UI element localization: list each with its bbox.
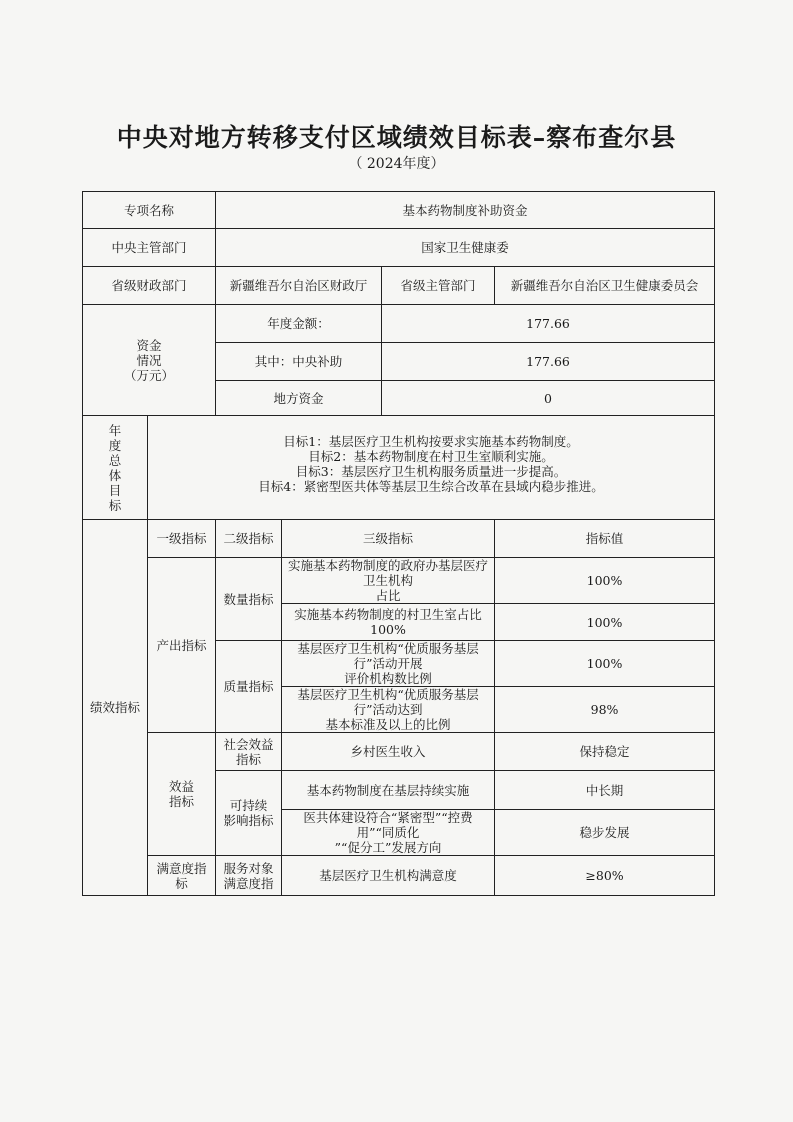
indicators-section-label: 绩效指标 [83,520,148,896]
sustain-label-line: 影响指标 [223,813,274,828]
row-goals [83,416,715,520]
indicator-value: 中长期 [495,771,715,810]
indicator-text [282,687,495,733]
header-level2: 二级指标 [216,520,282,558]
goals-label-char: 体 [108,467,122,483]
sustain-label-line: 可持续 [229,798,268,813]
service-satisfaction-label [216,856,282,896]
row-funds-annual [83,305,715,343]
goals-content [148,416,715,520]
prov-finance-label: 省级财政部门 [83,267,216,305]
indicator-text: 基本药物制度在基层持续实施 [282,771,495,810]
social-benefit-label [216,733,282,771]
indicator-value: 100% [495,604,715,641]
page-title: 中央对地方转移支付区域绩效目标表–察布查尔县 [116,123,677,152]
goals-label-char: 总 [108,452,122,468]
goals-label-char: 年 [108,422,122,438]
indicator-text-line: 实施基本药物制度的政府办基层医疗卫生机构 [288,558,489,588]
goals-label [83,416,148,520]
indicator-value: 100% [495,558,715,604]
indicator-text-line: 基层医疗卫生机构“优质服务基层行”活动达到 [297,687,479,717]
satisfaction-indicator-label [148,856,216,896]
prov-dept-label: 省级主管部门 [382,267,495,305]
goal-item: 目标4：紧密型医共体等基层卫生综合改革在县域内稳步推进。 [258,479,604,494]
indicator-text-line: 评价机构数比例 [344,671,432,686]
header-level3: 三级指标 [282,520,495,558]
funds-annual-label: 年度金额： [216,305,382,343]
funds-central-label: 其中：中央补助 [216,343,382,381]
funds-label-line2: 情况 [136,352,162,368]
funds-label-line3: （万元） [124,367,175,383]
benefit-label-line: 效益 [169,779,195,794]
funds-label-line1: 资金 [136,337,162,353]
indicator-text: 实施基本药物制度的村卫生室占比100% [282,604,495,641]
indicator-text [282,810,495,856]
benefit-indicator-label [148,733,216,856]
funds-central-value: 177.66 [382,343,715,381]
row-central-dept [83,229,715,267]
header-value: 指标值 [495,520,715,558]
goals-label-char: 标 [108,497,122,513]
indicator-text: 乡村医生收入 [282,733,495,771]
goal-item: 目标2：基本药物制度在村卫生室顺利实施。 [308,449,554,464]
social-label-line: 社会效益 [223,736,274,752]
indicator-text-line: 基层医疗卫生机构“优质服务基层行”活动开展 [297,641,479,671]
indicator-text [282,558,495,604]
goal-item: 目标1：基层医疗卫生机构按要求实施基本药物制度。 [283,434,579,449]
goals-label-char: 目 [108,482,122,498]
row-indicator-header [83,520,715,558]
indicator-row [83,733,715,771]
indicator-text-line: 医共体建设符合“紧密型”“控费用”“同质化 [303,810,473,840]
sustainable-impact-label [216,771,282,856]
indicator-row [83,558,715,604]
service-label-line: 服务对象 [223,860,274,876]
header-level1: 一级指标 [148,520,216,558]
indicator-value: 100% [495,641,715,687]
central-dept-value: 国家卫生健康委 [216,229,715,267]
goal-item: 目标3：基层医疗卫生机构服务质量进一步提高。 [295,464,567,479]
indicator-text-line: ”“促分工”发展方向 [334,840,442,855]
satisfaction-label-line: 标 [175,875,188,891]
project-name-value: 基本药物制度补助资金 [216,192,715,229]
funds-label [83,305,216,416]
indicator-value: 稳步发展 [495,810,715,856]
project-name-label: 专项名称 [83,192,216,229]
quantity-indicator-label: 数量指标 [216,558,282,641]
service-label-line: 满意度指 [223,875,274,891]
indicator-value: 保持稳定 [495,733,715,771]
output-indicator-label: 产出指标 [148,558,216,733]
indicator-value: 98% [495,687,715,733]
funds-local-label: 地方资金 [216,381,382,416]
funds-annual-value: 177.66 [382,305,715,343]
indicator-value: ≥80% [495,856,715,896]
satisfaction-label-line: 满意度指 [156,860,207,876]
indicator-text-line: 占比 [375,588,401,603]
central-dept-label: 中央主管部门 [83,229,216,267]
social-label-line: 指标 [236,751,262,767]
row-project-name [83,192,715,229]
goals-label-char: 度 [108,437,122,453]
indicator-text [282,641,495,687]
funds-local-value: 0 [382,381,715,416]
indicator-text-line: 基本标准及以上的比例 [325,717,451,732]
indicator-row [83,856,715,896]
page-subtitle: （ 2024年度） [348,156,445,172]
indicator-text: 基层医疗卫生机构满意度 [282,856,495,896]
prov-finance-value: 新疆维吾尔自治区财政厅 [216,267,382,305]
prov-dept-value: 新疆维吾尔自治区卫生健康委员会 [495,267,715,305]
performance-target-table [82,191,715,896]
row-provincial [83,267,715,305]
quality-indicator-label: 质量指标 [216,641,282,733]
benefit-label-line: 指标 [169,794,195,809]
